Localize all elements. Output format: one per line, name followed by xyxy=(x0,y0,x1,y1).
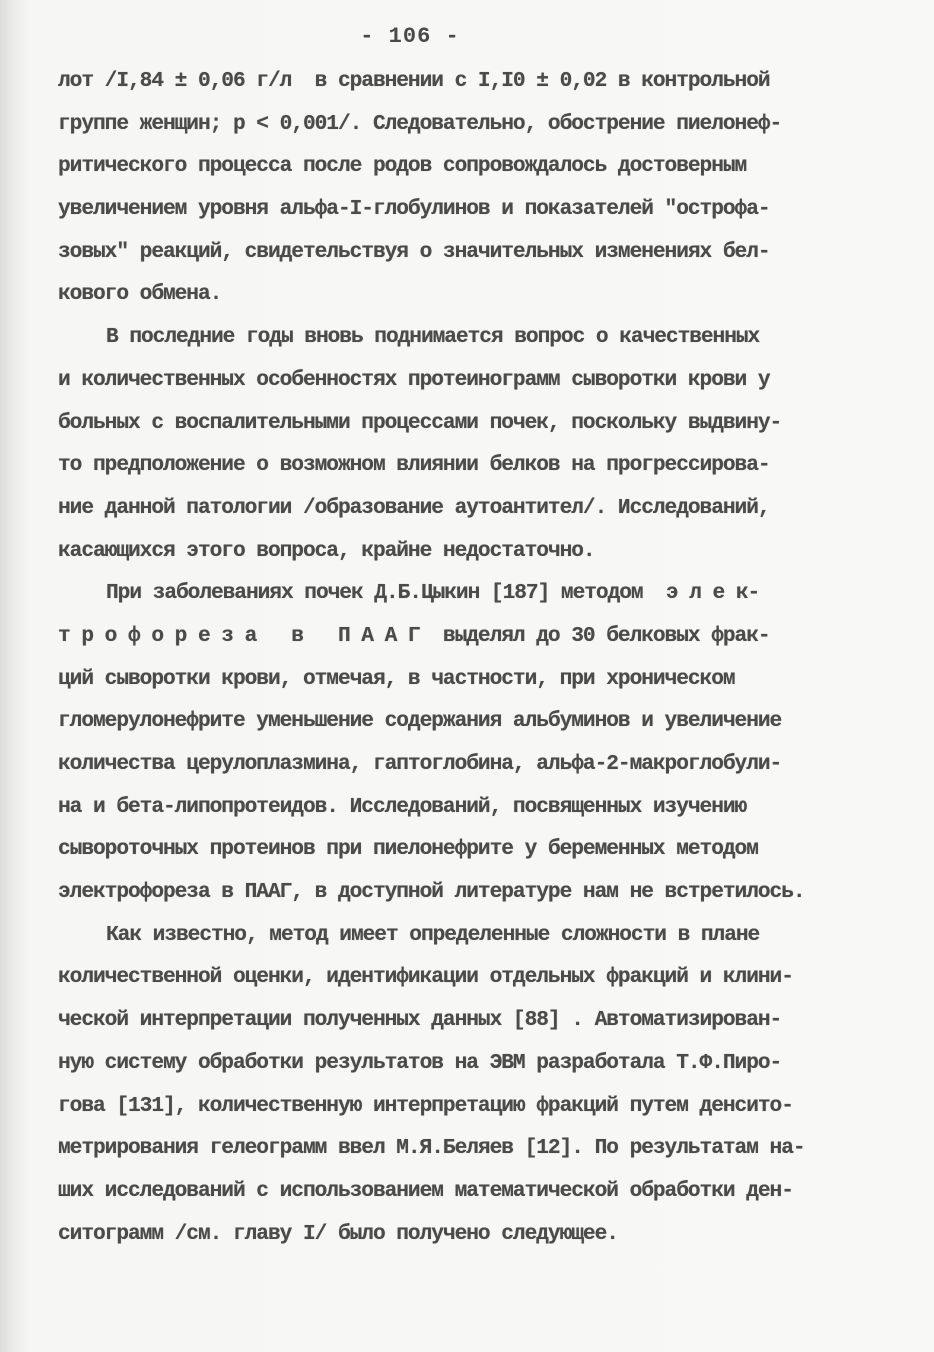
text-line: При заболеваниях почек Д.Б.Цыкин [187] методом э л е к- xyxy=(106,581,760,606)
text-line: сывороточных протеинов при пиелонефрите у беременных методом xyxy=(58,837,758,862)
text-line: больных с воспалительными процессами почек, поскольку выдвину- xyxy=(58,410,782,435)
text-line: Как известно, метод имеет определенные сложности в плане xyxy=(106,922,760,947)
text-line: электрофореза в ПААГ, в доступной литературе нам не встретилось. xyxy=(58,880,805,905)
document-body xyxy=(58,60,898,1255)
text-line: лот /I,84 ± 0,06 г/л в сравнении с I,I0 ± 0,02 в контрольной xyxy=(58,69,770,93)
text-line: касающихся этого вопроса, крайне недостаточно. xyxy=(58,538,595,563)
text-line: количества церулоплазмина, гаптоглобина, альфа-2-макроглобули- xyxy=(58,752,782,776)
text-line: то предположение о возможном влиянии белков на прогрессирова- xyxy=(58,453,770,478)
text-line: группе женщин; р < 0,001/. Следовательно, обострение пиелонеф- xyxy=(58,111,782,136)
text-line: увеличением уровня альфа-I-глобулинов и показателей "острофа- xyxy=(58,197,770,222)
text-line: зовых" реакций, свидетельствуя о значительных изменениях бел- xyxy=(58,239,770,264)
text-line: ций сыворотки крови, отмечая, в частности, при хроническом xyxy=(58,666,735,691)
text-line: кового обмена. xyxy=(58,282,222,307)
text-line: т р о ф о р е з а в П А А Г выделял до 30 белковых фрак- xyxy=(58,623,770,648)
text-line: ситограмм /см. главу I/ было получено следующее. xyxy=(58,1221,618,1246)
text-line: метрирования гелеограмм ввел М.Я.Беляев [12]. По результатам на- xyxy=(58,1136,805,1161)
text-line: ших исследований с использованием математической обработки ден- xyxy=(58,1178,793,1203)
text-line: В последние годы вновь поднимается вопрос о качественных xyxy=(106,325,760,350)
text-line: на и бета-липопротеидов. Исследований, посвященных изучению xyxy=(58,794,747,819)
text-line: количественной оценки, идентификации отдельных фракций и клини- xyxy=(58,965,793,990)
text-line: ритического процесса после родов сопровождалось достоверным xyxy=(58,154,747,179)
page-number: - 106 - xyxy=(360,24,460,49)
text-line: ние данной патологии /образование аутоантител/. Исследований, xyxy=(58,495,770,520)
text-line: ческой интерпретации полученных данных [88] . Автоматизирован- xyxy=(58,1008,782,1033)
text-line: ную систему обработки результатов на ЭВМ разработала Т.Ф.Пиро- xyxy=(58,1050,782,1075)
text-line: гломерулонефрите уменьшение содержания альбуминов и увеличение xyxy=(58,709,782,734)
text-line: гова [131], количественную интерпретацию фракций путем денсито- xyxy=(58,1093,793,1118)
text-line: и количественных особенностях протеинограмм сыворотки крови у xyxy=(58,367,770,392)
